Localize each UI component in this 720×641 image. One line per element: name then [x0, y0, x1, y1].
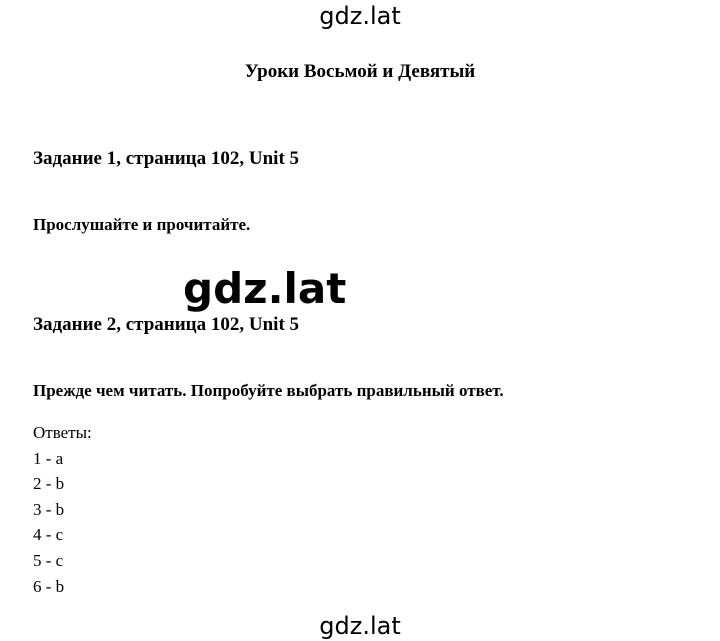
task-1-heading: Задание 1, страница 102, Unit 5	[33, 148, 300, 169]
watermark-middle: gdz.lat	[183, 264, 347, 313]
task-2-instruction: Прежде чем читать. Попробуйте выбрать правильный ответ.	[33, 381, 504, 400]
answer-item: 5 - c	[33, 550, 64, 570]
answer-item: 4 - c	[33, 525, 64, 545]
watermark-top: gdz.lat	[319, 2, 401, 30]
answer-item: 2 - b	[33, 474, 65, 494]
watermark-bottom: gdz.lat	[319, 612, 401, 640]
answer-item: 1 - a	[33, 448, 64, 468]
answer-item: 3 - b	[33, 499, 65, 519]
answers-label: Ответы:	[33, 423, 92, 442]
page-title: Уроки Восьмой и Девятый	[244, 61, 476, 82]
answers-list	[33, 423, 92, 602]
task-1-instruction: Прослушайте и прочитайте.	[33, 215, 251, 234]
answer-item: 6 - b	[33, 576, 65, 596]
task-2-heading: Задание 2, страница 102, Unit 5	[33, 314, 300, 335]
